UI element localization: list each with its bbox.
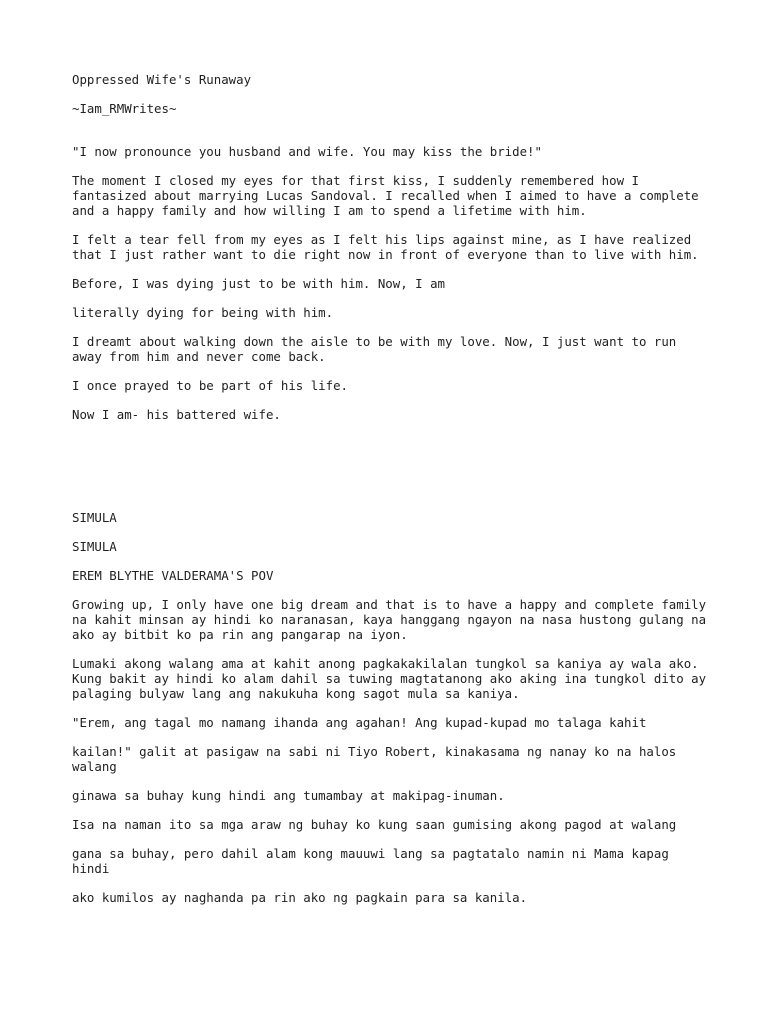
chapter-paragraph: ako kumilos ay naghanda pa rin ako ng pagkain para sa kanila. bbox=[72, 890, 528, 905]
spacer bbox=[72, 436, 712, 510]
spacer bbox=[72, 130, 712, 144]
prologue-paragraph: The moment I closed my eyes for that first kiss, I suddenly remembered how I fantasized about marrying Lucas Sandoval. I recalled when I aimed to have a complete and a happy family and how willing I am to spend a lifetime with him. bbox=[72, 173, 707, 218]
document-title: Oppressed Wife's Runaway bbox=[72, 72, 252, 87]
chapter-paragraph: Growing up, I only have one big dream and that is to have a happy and complete family na kahit minsan ay hindi ko naranasan, kaya hanggang ngayon na nasa hustong gulang na ako ay bitbit ko pa rin ang pangarap na iyon. bbox=[72, 597, 714, 642]
prologue-paragraph: I once prayed to be part of his life. bbox=[72, 378, 349, 393]
prologue-paragraph: literally dying for being with him. bbox=[72, 305, 334, 320]
chapter-paragraph: "Erem, ang tagal mo namang ihanda ang agahan! Ang kupad-kupad mo talaga kahit bbox=[72, 715, 647, 730]
chapter-paragraph: gana sa buhay, pero dahil alam kong mauuwi lang sa pagtatalo namin ni Mama kapag hindi bbox=[72, 846, 677, 876]
prologue-paragraph: I dreamt about walking down the aisle to be with my love. Now, I just want to run away from him and never come back. bbox=[72, 334, 684, 364]
chapter-paragraph: kailan!" galit at pasigaw na sabi ni Tiyo Robert, kinakasama ng nanay ko na halos walang bbox=[72, 744, 684, 774]
chapter-paragraph: Lumaki akong walang ama at kahit anong pagkakakilalan tungkol sa kaniya ay wala ako. Kung bakit ay hindi ko alam dahil sa tuwing magtatanong ako aking ina tungkol dito ay palaging bulyaw lang ang nakukuha kong sagot mula sa kaniya. bbox=[72, 656, 714, 701]
chapter-heading: SIMULA bbox=[72, 510, 117, 525]
prologue-paragraph: I felt a tear fell from my eyes as I felt his lips against mine, as I have realized that I just rather want to die right now in front of everyone than to live with him. bbox=[72, 232, 699, 262]
document-page bbox=[72, 72, 712, 919]
chapter-paragraph: Isa na naman ito sa mga araw ng buhay ko kung saan gumising akong pagod at walang bbox=[72, 817, 677, 832]
chapter-heading: SIMULA bbox=[72, 539, 117, 554]
pov-heading: EREM BLYTHE VALDERAMA'S POV bbox=[72, 568, 274, 583]
prologue-paragraph: Now I am- his battered wife. bbox=[72, 407, 281, 422]
prologue-paragraph: Before, I was dying just to be with him. Now, I am bbox=[72, 276, 445, 291]
author-line: ~Iam_RMWrites~ bbox=[72, 101, 177, 116]
prologue-paragraph: "I now pronounce you husband and wife. You may kiss the bride!" bbox=[72, 144, 542, 159]
chapter-paragraph: ginawa sa buhay kung hindi ang tumambay at makipag-inuman. bbox=[72, 788, 505, 803]
